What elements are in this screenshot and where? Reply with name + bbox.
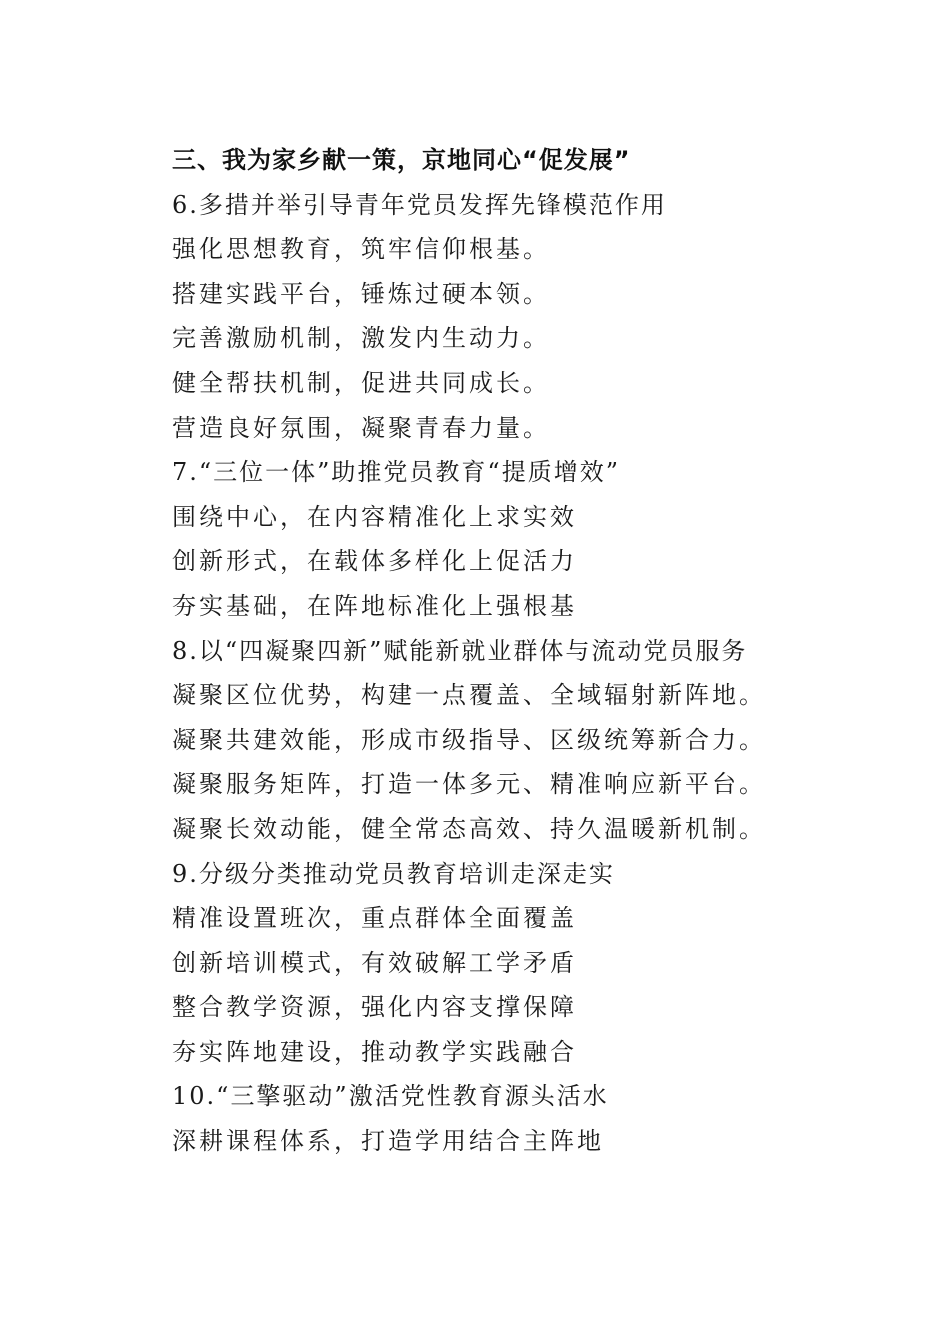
item-title: 6.多措并举引导青年党员发挥先锋模范作用 <box>172 190 667 219</box>
item-point: 夯实基础，在阵地标准化上强根基 <box>172 591 577 620</box>
item-point: 夯实阵地建设，推动教学实践融合 <box>172 1037 577 1066</box>
item-point: 创新形式，在载体多样化上促活力 <box>172 547 577 576</box>
item-point: 凝聚服务矩阵，打造一体多元、精准响应新平台。 <box>172 770 766 799</box>
item-point: 搭建实践平台，锤炼过硬本领。 <box>172 279 550 308</box>
item-point: 创新培训模式，有效破解工学矛盾 <box>172 948 577 977</box>
item-point: 精准设置班次，重点群体全面覆盖 <box>172 904 577 933</box>
item-point: 凝聚长效动能，健全常态高效、持久温暖新机制。 <box>172 814 766 843</box>
item-point: 完善激励机制，激发内生动力。 <box>172 324 550 353</box>
item-point: 深耕课程体系，打造学用结合主阵地 <box>172 1127 604 1156</box>
document-body <box>172 138 872 1164</box>
item-title: 8.以“四凝聚四新”赋能新就业群体与流动党员服务 <box>172 636 748 665</box>
item-title: 10.“三擎驱动”激活党性教育源头活水 <box>172 1082 609 1111</box>
item-point: 整合教学资源，强化内容支撑保障 <box>172 993 577 1022</box>
item-title: 7.“三位一体”助推党员教育“提质增效” <box>172 458 620 487</box>
section-heading: 三、我为家乡献一策，京地同心“促发展” <box>172 146 631 174</box>
item-point: 强化思想教育，筑牢信仰根基。 <box>172 235 550 264</box>
item-title: 9.分级分类推动党员教育培训走深走实 <box>172 859 615 888</box>
item-point: 营造良好氛围，凝聚青春力量。 <box>172 413 550 442</box>
item-point: 凝聚共建效能，形成市级指导、区级统筹新合力。 <box>172 725 766 754</box>
item-point: 凝聚区位优势，构建一点覆盖、全域辐射新阵地。 <box>172 681 766 710</box>
item-point: 围绕中心，在内容精准化上求实效 <box>172 502 577 531</box>
item-point: 健全帮扶机制，促进共同成长。 <box>172 368 550 397</box>
